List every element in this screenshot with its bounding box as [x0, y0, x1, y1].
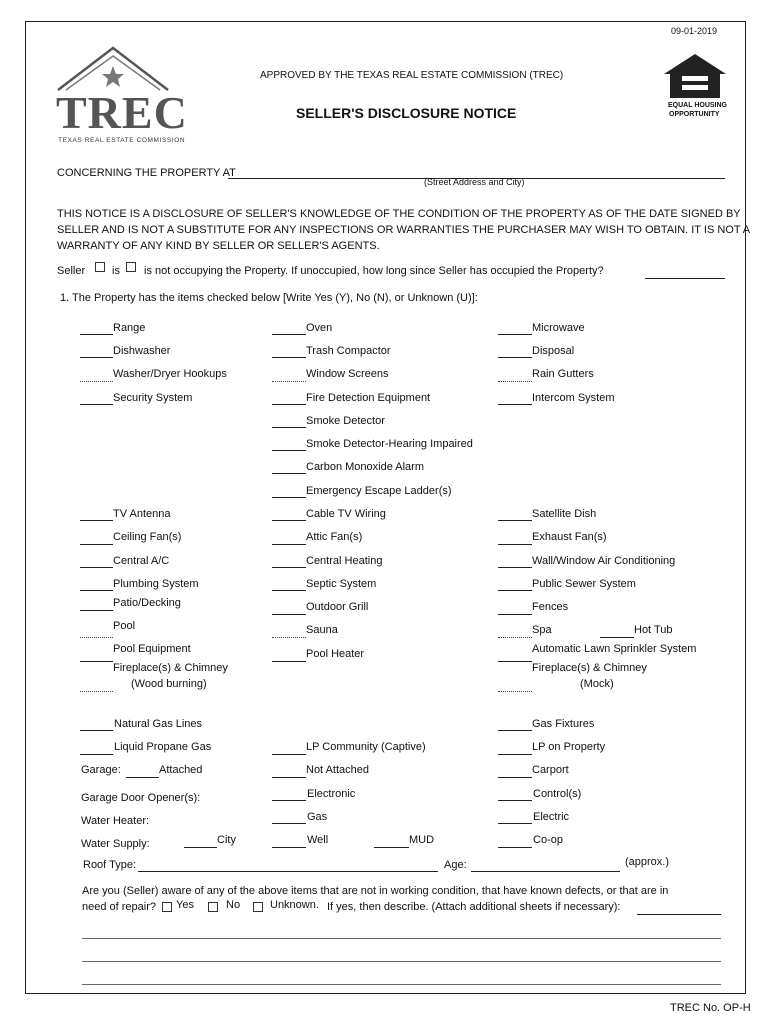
ac-field[interactable] [80, 567, 113, 568]
fire-field[interactable] [272, 404, 306, 405]
repair-question-line1: Are you (Seller) aware of any of the above items that are not in working condition, that have known defects, or that are in [82, 885, 669, 897]
propane-field[interactable] [80, 754, 113, 755]
attic-field[interactable] [272, 544, 306, 545]
item-central-ac: Central A/C [113, 555, 170, 567]
item-fire-detection: Fire Detection Equipment [306, 392, 431, 404]
item-electric: Electric [533, 811, 570, 823]
logo-subtitle: TEXAS REAL ESTATE COMMISSION [58, 137, 186, 144]
property-label: CONCERNING THE PROPERTY AT [57, 167, 236, 179]
item-fireplace-mock: Fireplace(s) & Chimney [532, 662, 647, 674]
electronic-field[interactable] [272, 800, 306, 801]
item-carport: Carport [532, 764, 569, 776]
roof-label: Roof Type: [83, 859, 136, 871]
item-tv-antenna: TV Antenna [113, 508, 171, 520]
patio-field[interactable] [80, 610, 113, 611]
mud-field[interactable] [374, 847, 409, 848]
cable-field[interactable] [272, 520, 306, 521]
item-pool-heater: Pool Heater [306, 648, 365, 660]
item-pool: Pool [113, 620, 136, 632]
is-not-occupying-checkbox[interactable] [126, 262, 136, 272]
smoke-hi-field[interactable] [272, 450, 306, 451]
item-attached: Attached [159, 764, 203, 776]
description-line-3[interactable] [82, 984, 721, 985]
wh-gas-field[interactable] [272, 823, 306, 824]
item-septic: Septic System [306, 578, 377, 590]
item-satellite: Satellite Dish [532, 508, 597, 520]
equal-housing-logo [660, 52, 730, 126]
item-lp-community: LP Community (Captive) [306, 741, 426, 753]
item-natural-gas: Natural Gas Lines [114, 718, 203, 730]
item-range: Range [113, 322, 146, 334]
oven-field[interactable] [272, 334, 306, 335]
notice-line3: WARRANTY OF ANY KIND BY SELLER OR SELLER'S AGENTS. [57, 240, 380, 252]
water-supply-label: Water Supply: [81, 838, 150, 850]
item-fireplace-mock-note: (Mock) [580, 678, 614, 690]
item-public-sewer: Public Sewer System [532, 578, 636, 590]
logo-text: TREC [56, 87, 188, 138]
exhaust-field[interactable] [498, 544, 532, 545]
gasfix-field[interactable] [498, 730, 532, 731]
natgas-field[interactable] [80, 730, 113, 731]
gutters-field[interactable] [498, 381, 532, 382]
item-sauna: Sauna [306, 624, 338, 636]
item-security: Security System [113, 392, 193, 404]
repair-describe-field[interactable] [637, 914, 721, 915]
item-attic-fans: Attic Fan(s) [306, 531, 363, 543]
item-smoke-hearing: Smoke Detector-Hearing Impaired [306, 438, 473, 450]
wall-ac-field[interactable] [498, 567, 532, 568]
heating-field[interactable] [272, 567, 306, 568]
item-pool-equipment: Pool Equipment [113, 643, 191, 655]
sewer-field[interactable] [498, 590, 532, 591]
item-lp-property: LP on Property [532, 741, 606, 753]
occupancy-text: is not occupying the Property. If unoccupied, how long since Seller has occupied the Property? [144, 265, 604, 277]
property-caption: (Street Address and City) [424, 177, 525, 187]
item-sprinkler: Automatic Lawn Sprinkler System [532, 643, 697, 655]
item-dishwasher: Dishwasher [113, 345, 171, 357]
ceiling-field[interactable] [80, 544, 113, 545]
disposal-field[interactable] [498, 357, 532, 358]
windows-field[interactable] [272, 381, 306, 382]
seller-label: Seller [57, 265, 86, 277]
item-co-alarm: Carbon Monoxide Alarm [306, 461, 425, 473]
lp-prop-field[interactable] [498, 754, 532, 755]
item-cable: Cable TV Wiring [306, 508, 386, 520]
eho-line2: OPPORTUNITY [669, 111, 720, 118]
eho-line1: EQUAL HOUSING [668, 102, 727, 109]
house-icon [660, 52, 730, 100]
item-fireplace-wood-note: (Wood burning) [131, 678, 207, 690]
item-patio: Patio/Decking [113, 597, 181, 609]
fences-field[interactable] [498, 614, 532, 615]
lp-comm-field[interactable] [272, 754, 306, 755]
item-fireplace-wood: Fireplace(s) & Chimney [113, 662, 228, 674]
hottub-field[interactable] [600, 637, 634, 638]
repair-yes-checkbox[interactable] [162, 902, 172, 912]
item-wall-ac: Wall/Window Air Conditioning [532, 555, 676, 567]
item-microwave: Microwave [532, 322, 585, 334]
item-washer-dryer: Washer/Dryer Hookups [113, 368, 227, 380]
item-propane: Liquid Propane Gas [114, 741, 212, 753]
description-line-2[interactable] [82, 961, 721, 962]
intercom-field[interactable] [498, 404, 532, 405]
washer-field[interactable] [80, 381, 113, 382]
unoccupied-duration-field[interactable] [645, 278, 725, 279]
city-field[interactable] [184, 847, 217, 848]
trash-field[interactable] [272, 357, 306, 358]
pool-heater-field[interactable] [272, 661, 306, 662]
description-line-1[interactable] [82, 938, 721, 939]
spa-field[interactable] [498, 637, 532, 638]
item-coop: Co-op [533, 834, 563, 846]
security-field[interactable] [80, 404, 113, 405]
septic-field[interactable] [272, 590, 306, 591]
smoke-field[interactable] [272, 427, 306, 428]
page-title: SELLER'S DISCLOSURE NOTICE [296, 105, 517, 121]
item-window-screens: Window Screens [306, 368, 389, 380]
carport-field[interactable] [498, 777, 532, 778]
pool-field[interactable] [80, 637, 113, 638]
well-field[interactable] [272, 847, 306, 848]
sprinkler-field[interactable] [498, 661, 532, 662]
not-attached-field[interactable] [272, 777, 306, 778]
is-occupying-checkbox[interactable] [95, 262, 105, 272]
item-plumbing: Plumbing System [113, 578, 199, 590]
is-label: is [112, 265, 120, 277]
coop-field[interactable] [498, 847, 532, 848]
repair-no-checkbox[interactable] [208, 902, 218, 912]
satellite-field[interactable] [498, 520, 532, 521]
question-1: 1. The Property has the items checked below [Write Yes (Y), No (N), or Unknown (U)]: [60, 292, 478, 304]
item-escape-ladder: Emergency Escape Ladder(s) [306, 485, 452, 497]
microwave-field[interactable] [498, 334, 532, 335]
item-central-heating: Central Heating [306, 555, 383, 567]
age-label: Age: [444, 859, 467, 871]
control-field[interactable] [498, 800, 532, 801]
item-trash-compactor: Trash Compactor [306, 345, 391, 357]
co-field[interactable] [272, 473, 306, 474]
item-outdoor-grill: Outdoor Grill [306, 601, 369, 613]
repair-no-label: No [226, 899, 241, 911]
ladder-field[interactable] [272, 497, 306, 498]
sauna-field[interactable] [272, 637, 306, 638]
form-date: 09-01-2019 [671, 26, 718, 36]
form-number: TREC No. OP-H [670, 1002, 751, 1014]
garage-label: Garage: [81, 764, 121, 776]
item-electronic: Electronic [307, 788, 356, 800]
item-disposal: Disposal [532, 345, 575, 357]
item-gas-fixtures: Gas Fixtures [532, 718, 595, 730]
garage-door-label: Garage Door Opener(s): [81, 792, 201, 804]
fireplace-wood-field[interactable] [80, 691, 113, 692]
repair-unknown-label: Unknown. [270, 899, 319, 911]
water-heater-label: Water Heater: [81, 815, 150, 827]
trec-logo [52, 44, 188, 148]
item-intercom: Intercom System [532, 392, 615, 404]
grill-field[interactable] [272, 614, 306, 615]
item-not-attached: Not Attached [306, 764, 369, 776]
item-gas: Gas [307, 811, 328, 823]
item-well: Well [307, 834, 329, 846]
item-fences: Fences [532, 601, 569, 613]
roof-type-field[interactable] [138, 871, 438, 872]
approx-label: (approx.) [625, 856, 670, 868]
item-city: City [217, 834, 236, 846]
item-mud: MUD [409, 834, 435, 846]
fireplace-mock-field[interactable] [498, 691, 532, 692]
approved-line: APPROVED BY THE TEXAS REAL ESTATE COMMISSION (TREC) [260, 70, 564, 81]
range-field[interactable] [80, 334, 113, 335]
plumbing-field[interactable] [80, 590, 113, 591]
attached-field[interactable] [126, 777, 159, 778]
notice-line1: THIS NOTICE IS A DISCLOSURE OF SELLER'S KNOWLEDGE OF THE CONDITION OF THE PROPERTY AS OF THE DATE SIGNED BY [57, 208, 741, 220]
repair-describe-label: If yes, then describe. (Attach additional sheets if necessary): [327, 901, 621, 913]
repair-need-label: need of repair? [82, 901, 156, 913]
repair-unknown-checkbox[interactable] [253, 902, 263, 912]
dishwasher-field[interactable] [80, 357, 113, 358]
wh-electric-field[interactable] [498, 823, 532, 824]
pool-eq-field[interactable] [80, 661, 113, 662]
tv-field[interactable] [80, 520, 113, 521]
repair-yes-label: Yes [176, 899, 194, 911]
item-rain-gutters: Rain Gutters [532, 368, 594, 380]
item-controls: Control(s) [533, 788, 582, 800]
item-exhaust-fans: Exhaust Fan(s) [532, 531, 607, 543]
item-spa: Spa [532, 624, 552, 636]
item-hot-tub: Hot Tub [634, 624, 673, 636]
item-ceiling-fans: Ceiling Fan(s) [113, 531, 182, 543]
item-oven: Oven [306, 322, 333, 334]
item-smoke-detector: Smoke Detector [306, 415, 385, 427]
notice-line2: SELLER AND IS NOT A SUBSTITUTE FOR ANY INSPECTIONS OR WARRANTIES THE PURCHASER MAY WISH TO OBTAIN. IT IS NOT A [57, 224, 751, 236]
roof-age-field[interactable] [471, 871, 620, 872]
